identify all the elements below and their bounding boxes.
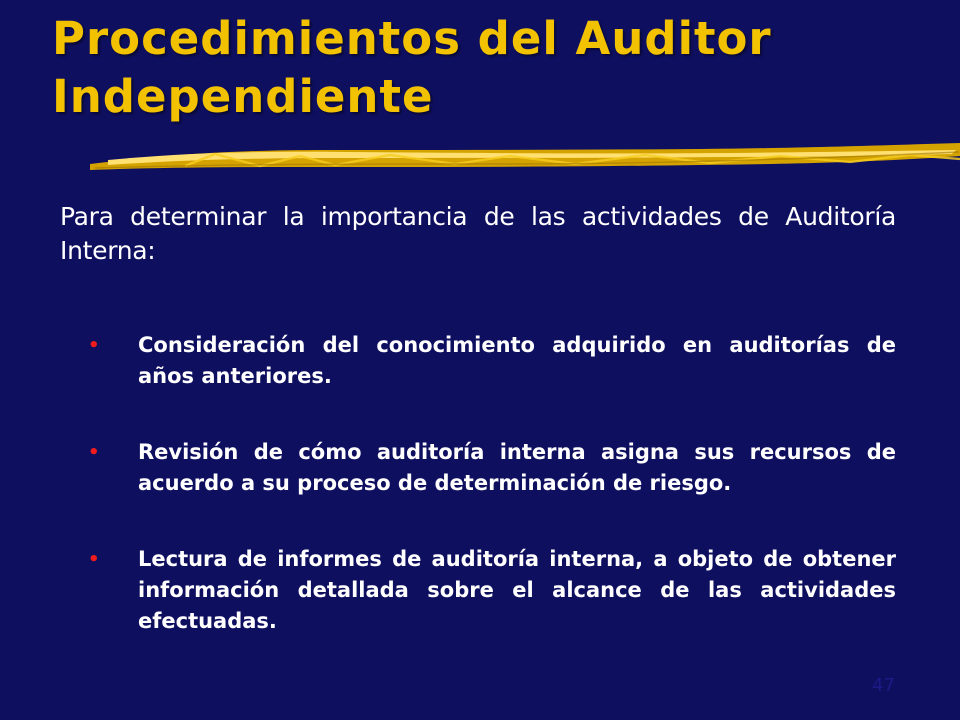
- slide-title: Procedimientos del Auditor Independiente: [52, 12, 772, 123]
- page-number: 47: [872, 675, 895, 696]
- bullet-text-2: Revisión de cómo auditoría interna asigna sus recursos de acuerdo a su proceso de determinación de riesgo.: [138, 440, 896, 495]
- bullet-item-2: [86, 437, 896, 499]
- bullet-text-1: Consideración del conocimiento adquirido en auditorías de años anteriores.: [138, 333, 896, 388]
- intro-paragraph: Para determinar la importancia de las actividades de Auditoría Interna:: [60, 202, 896, 265]
- yellow-brush-underline: [90, 136, 960, 180]
- bullet-item-3: [86, 544, 896, 637]
- bullet-marker: •: [88, 335, 100, 356]
- bullet-marker: •: [88, 549, 100, 570]
- bullet-marker: •: [88, 442, 100, 463]
- bullet-list: [86, 330, 896, 637]
- bullet-text-3: Lectura de informes de auditoría interna, a objeto de obtener información detallada sobre el alcance de las actividades efectuadas.: [138, 547, 896, 633]
- bullet-item-1: [86, 330, 896, 392]
